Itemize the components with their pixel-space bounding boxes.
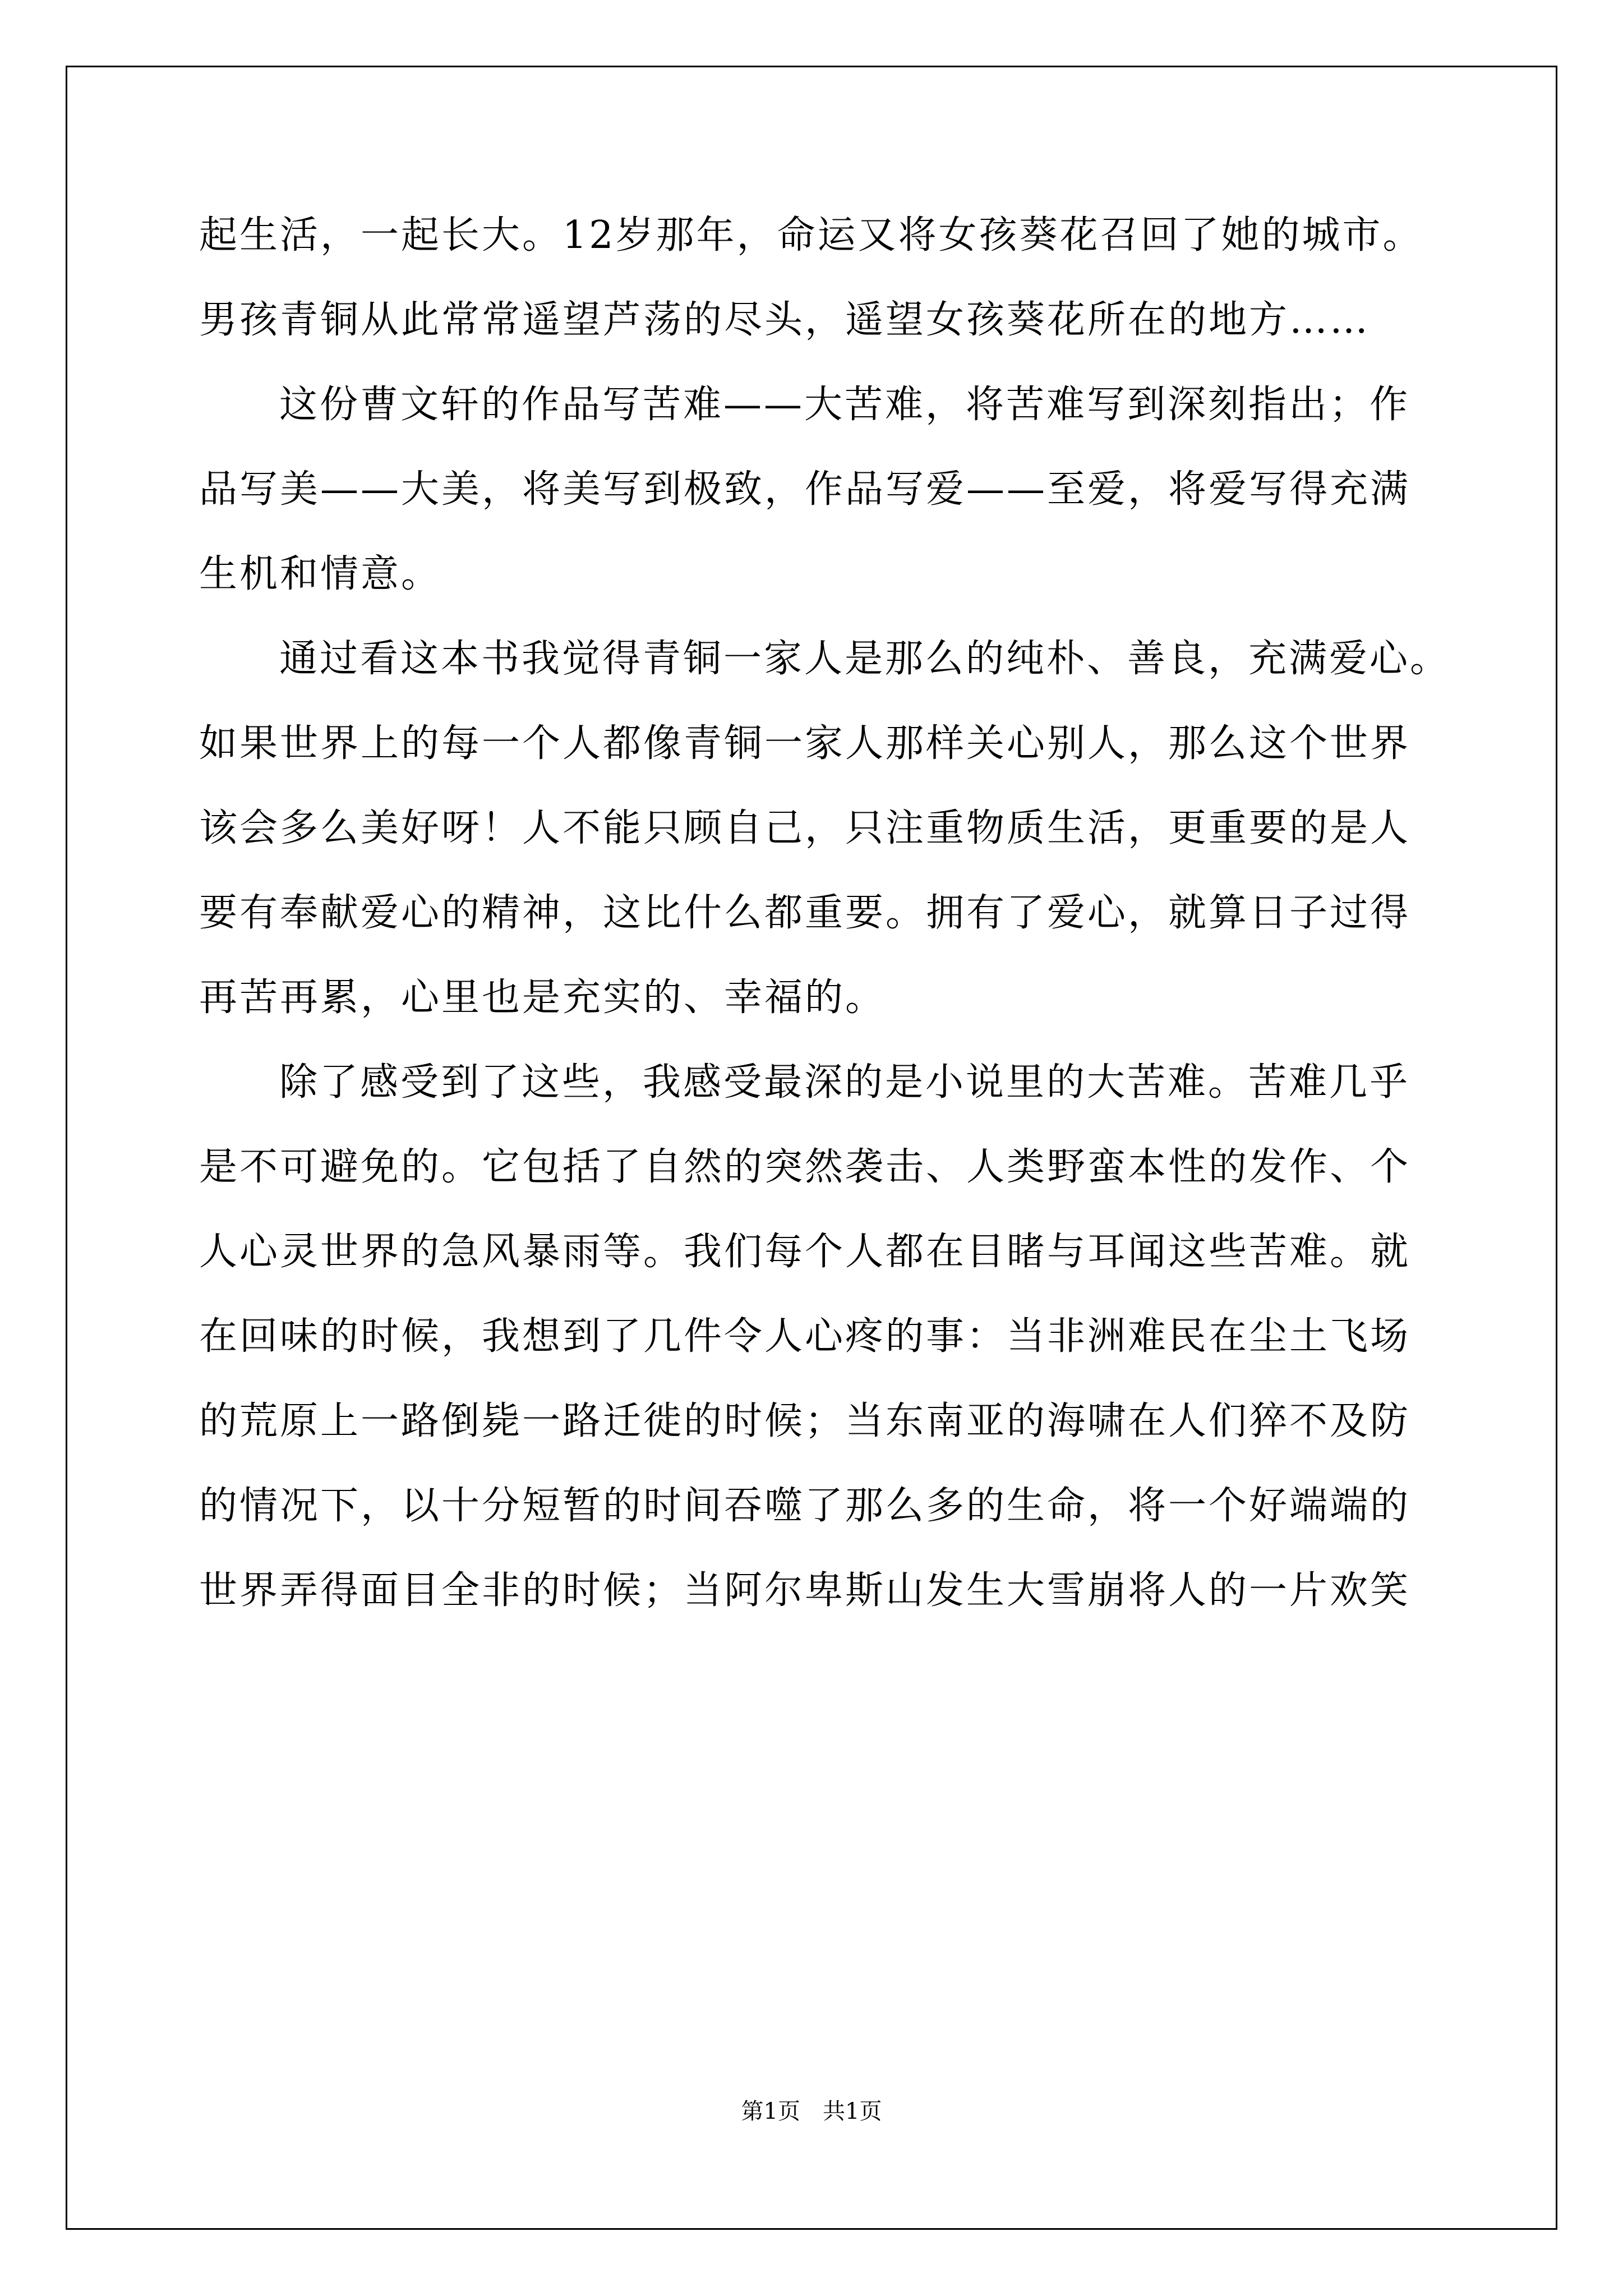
paragraph-start-line: 除了感受到了这些，我感受最深的是小说里的大苦难。苦难几乎 <box>279 1060 1410 1105</box>
text-line: 如果世界上的每一个人都像青铜一家人那样关心别人，那么这个世界 <box>199 721 1411 766</box>
text-line: 生机和情意。 <box>199 552 442 596</box>
text-line: 该会多么美好呀！人不能只顾自己，只注重物质生活，更重要的是人 <box>199 806 1411 850</box>
text-line: 的情况下，以十分短暂的时间吞噬了那么多的生命，将一个好端端的 <box>199 1484 1411 1528</box>
text-line: 人心灵世界的急风暴雨等。我们每个人都在目睹与耳闻这些苦难。就 <box>199 1230 1411 1274</box>
text-line: 在回味的时候，我想到了几件令人心疼的事：当非洲难民在尘土飞场 <box>199 1314 1411 1359</box>
text-line: 要有奉献爱心的精神，这比什么都重要。拥有了爱心，就算日子过得 <box>199 891 1411 935</box>
text-line: 男孩青铜从此常常遥望芦荡的尽头，遥望女孩葵花所在的地方…… <box>199 298 1371 342</box>
text-line: 是不可避免的。它包括了自然的突然袭击、人类野蛮本性的发作、个 <box>199 1145 1411 1189</box>
text-line: 世界弄得面目全非的时候；当阿尔卑斯山发生大雪崩将人的一片欢笑 <box>199 1568 1411 1613</box>
page-footer: 第1页 共1页 <box>741 2099 882 2124</box>
text-line: 再苦再累，心里也是充实的、幸福的。 <box>199 976 886 1020</box>
paragraph-start-line: 通过看这本书我觉得青铜一家人是那么的纯朴、善良，充满爱心。 <box>279 637 1451 681</box>
text-line: 起生活，一起长大。12岁那年，命运又将女孩葵花召回了她的城市。 <box>199 213 1423 257</box>
text-line: 品写美——大美，将美写到极致，作品写爱——至爱，将爱写得充满 <box>199 467 1411 512</box>
paragraph-start-line: 这份曹文轩的作品写苦难——大苦难，将苦难写到深刻指出；作 <box>279 383 1410 427</box>
text-line: 的荒原上一路倒毙一路迁徙的时候；当东南亚的海啸在人们猝不及防 <box>199 1399 1411 1443</box>
